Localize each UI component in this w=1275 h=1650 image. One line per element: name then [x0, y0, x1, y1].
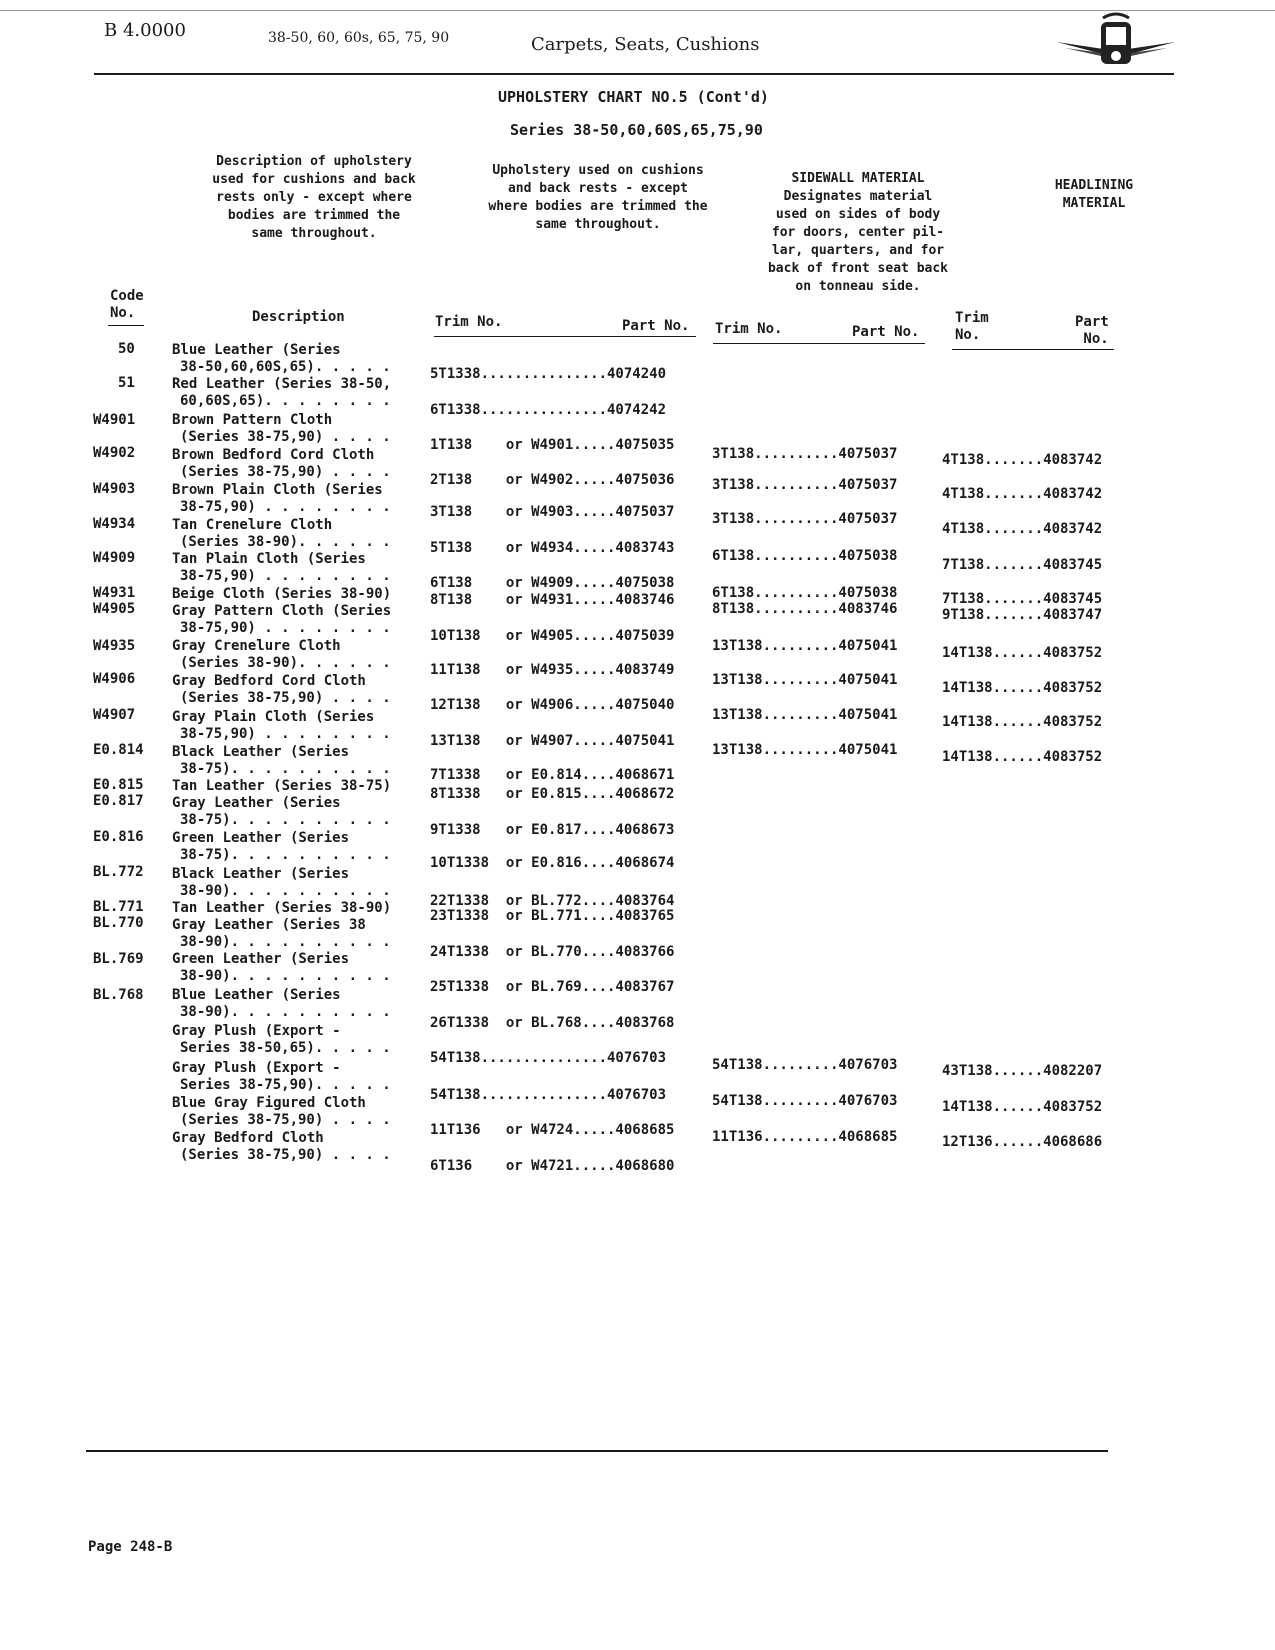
- section-code: B 4.0000: [104, 20, 186, 41]
- sidewall-trim-part-cell: 13T138.........4075041: [712, 638, 898, 654]
- description-cell: Gray Bedford Cord Cloth (Series 38-75,90) . . . .: [172, 673, 391, 706]
- description-column-header: Description of upholstery used for cushions and back rests only - except where bodies are trimmed the same throughout.: [212, 154, 416, 241]
- code-no-cell: W4931: [93, 585, 136, 601]
- upholstery-trim-part-cell: 2T138 or W4902.....4075036: [430, 472, 675, 488]
- description-cell: Tan Leather (Series 38-75): [172, 778, 392, 794]
- upholstery-trim-part-cell: 5T138 or W4934.....4083743: [430, 540, 675, 556]
- description-cell: Gray Plain Cloth (Series 38-75,90) . . . . . . . .: [172, 709, 391, 742]
- upholstery-trim-part-cell: 13T138 or W4907.....4075041: [430, 733, 675, 749]
- headlining-trim-part-cell: 4T138.......4083742: [942, 521, 1103, 537]
- sidewall-trim-part-cell: 8T138..........4083746: [712, 601, 898, 617]
- headlining-trim-part-cell: 12T136......4068686: [942, 1134, 1103, 1150]
- upholstery-trim-part-cell: 24T1338 or BL.770....4083766: [430, 944, 675, 960]
- upholstery-underline: [434, 336, 696, 337]
- code-no-cell: BL.772: [93, 864, 144, 880]
- code-no-cell: W4907: [93, 707, 136, 723]
- upholstery-trim-part-cell: 7T1338 or E0.814....4068671: [430, 767, 675, 783]
- upholstery-trim-part-cell: 10T138 or W4905.....4075039: [430, 628, 675, 644]
- headlining-trim-part-cell: 14T138......4083752: [942, 749, 1103, 765]
- chart-series: Series 38-50,60,60S,65,75,90: [510, 121, 763, 139]
- upholstery-trim-part-cell: 3T138 or W4903.....4075037: [430, 504, 675, 520]
- upholstery-trim-part-cell: 5T1338...............4074240: [430, 366, 667, 382]
- chart-title: UPHOLSTERY CHART NO.5 (Cont'd): [498, 88, 769, 106]
- description-header: Description: [252, 309, 345, 325]
- sidewall-trim-no-header: Trim No.: [715, 321, 783, 337]
- code-no-cell: W4906: [93, 671, 136, 687]
- upholstery-trim-part-cell: 9T1338 or E0.817....4068673: [430, 822, 675, 838]
- description-cell: Tan Plain Cloth (Series 38-75,90) . . . . . . . .: [172, 551, 391, 584]
- upholstery-trim-part-cell: 22T1338 or BL.772....4083764: [430, 893, 675, 909]
- description-cell: Brown Plain Cloth (Series 38-75,90) . . . . . . . .: [172, 482, 391, 515]
- upholstery-trim-part-cell: 26T1338 or BL.768....4083768: [430, 1015, 675, 1031]
- headlining-trim-part-cell: 7T138.......4083745: [942, 557, 1103, 573]
- code-no-cell: BL.770: [93, 915, 144, 931]
- headlining-column-header: HEADLINING MATERIAL: [1054, 178, 1134, 211]
- code-no-cell: BL.769: [93, 951, 144, 967]
- code-no-cell: BL.768: [93, 987, 144, 1003]
- upholstery-trim-part-cell: 25T1338 or BL.769....4083767: [430, 979, 675, 995]
- description-cell: Gray Plush (Export - Series 38-75,90). . . . .: [172, 1060, 391, 1093]
- page-number: Page 248-B: [88, 1539, 173, 1555]
- description-cell: Gray Plush (Export - Series 38-50,65). . . . .: [172, 1023, 391, 1056]
- description-cell: Beige Cloth (Series 38-90): [172, 586, 392, 602]
- description-cell: Gray Crenelure Cloth (Series 38-90). . . . . .: [172, 638, 391, 671]
- upholstery-trim-part-cell: 12T138 or W4906.....4075040: [430, 697, 675, 713]
- code-no-cell: 51: [118, 375, 135, 391]
- description-cell: Blue Leather (Series 38-90). . . . . . . . . .: [172, 987, 391, 1020]
- headlining-trim-part-cell: 4T138.......4083742: [942, 486, 1103, 502]
- upholstery-trim-part-cell: 10T1338 or E0.816....4068674: [430, 855, 675, 871]
- headlining-trim-part-cell: 14T138......4083752: [942, 680, 1103, 696]
- header-rule: [94, 73, 1174, 75]
- upholstery-trim-part-cell: 8T1338 or E0.815....4068672: [430, 786, 675, 802]
- headlining-trim-no-header: Trim No.: [955, 310, 989, 343]
- sidewall-column-header: SIDEWALL MATERIAL Designates material used on sides of body for doors, center pil- lar, quarters, and for back of front seat back on tonneau side.: [767, 171, 948, 294]
- headlining-trim-part-cell: 14T138......4083752: [942, 714, 1103, 730]
- code-no-cell: BL.771: [93, 899, 144, 915]
- code-no-underline: [108, 325, 144, 326]
- headlining-trim-part-cell: 4T138.......4083742: [942, 452, 1103, 468]
- header-top-rule: [0, 10, 1275, 11]
- code-no-cell: W4934: [93, 516, 136, 532]
- code-no-header: Code No.: [110, 288, 144, 321]
- header-series: 38-50, 60, 60s, 65, 75, 90: [268, 30, 450, 46]
- sidewall-part-no-header: Part No.: [852, 324, 920, 340]
- description-cell: Black Leather (Series 38-90). . . . . . . . . .: [172, 866, 391, 899]
- upholstery-trim-part-cell: 1T138 or W4901.....4075035: [430, 437, 675, 453]
- description-cell: Red Leather (Series 38-50, 60,60S,65). . . . . . . .: [172, 376, 392, 409]
- sidewall-trim-part-cell: 54T138.........4076703: [712, 1093, 898, 1109]
- description-cell: Gray Leather (Series 38 38-90). . . . . . . . . .: [172, 917, 391, 950]
- upholstery-trim-part-cell: 11T138 or W4935.....4083749: [430, 662, 675, 678]
- code-no-cell: E0.816: [93, 829, 144, 845]
- code-no-cell: E0.814: [93, 742, 144, 758]
- sidewall-trim-part-cell: 6T138..........4075038: [712, 585, 898, 601]
- description-cell: Brown Pattern Cloth (Series 38-75,90) . . . .: [172, 412, 391, 445]
- code-no-cell: W4901: [93, 412, 136, 428]
- sidewall-trim-part-cell: 3T138..........4075037: [712, 477, 898, 493]
- description-cell: Green Leather (Series 38-90). . . . . . . . . .: [172, 951, 391, 984]
- footer-rule: [86, 1450, 1108, 1452]
- upholstery-trim-part-cell: 54T138...............4076703: [430, 1087, 667, 1103]
- sidewall-trim-part-cell: 3T138..........4075037: [712, 511, 898, 527]
- description-cell: Blue Leather (Series 38-50,60,60S,65). . . . .: [172, 342, 391, 375]
- headlining-part-no-header: Part No.: [1075, 314, 1109, 347]
- headlining-underline: [952, 349, 1114, 350]
- description-cell: Gray Pattern Cloth (Series 38-75,90) . . . . . . . .: [172, 603, 392, 636]
- winged-crest-icon: [1055, 12, 1177, 76]
- description-cell: Brown Bedford Cord Cloth (Series 38-75,90) . . . .: [172, 447, 391, 480]
- sidewall-trim-part-cell: 13T138.........4075041: [712, 742, 898, 758]
- upholstery-trim-part-cell: 6T138 or W4909.....4075038: [430, 575, 675, 591]
- description-cell: Tan Leather (Series 38-90): [172, 900, 392, 916]
- description-cell: Gray Leather (Series 38-75). . . . . . . . . .: [172, 795, 391, 828]
- upholstery-trim-part-cell: 23T1338 or BL.771....4083765: [430, 908, 675, 924]
- sidewall-trim-part-cell: 3T138..........4075037: [712, 446, 898, 462]
- upholstery-trim-part-cell: 6T136 or W4721.....4068680: [430, 1158, 675, 1174]
- code-no-cell: E0.815: [93, 777, 144, 793]
- sidewall-underline: [713, 343, 925, 344]
- trim-no-header: Trim No.: [435, 314, 503, 330]
- code-no-cell: W4905: [93, 601, 136, 617]
- headlining-trim-part-cell: 43T138......4082207: [942, 1063, 1103, 1079]
- description-cell: Green Leather (Series 38-75). . . . . . . . . .: [172, 830, 391, 863]
- upholstery-column-header: Upholstery used on cushions and back rests - except where bodies are trimmed the same throughout.: [488, 163, 708, 232]
- sidewall-trim-part-cell: 6T138..........4075038: [712, 548, 898, 564]
- sidewall-trim-part-cell: 54T138.........4076703: [712, 1057, 898, 1073]
- description-cell: Gray Bedford Cloth (Series 38-75,90) . . . .: [172, 1130, 391, 1163]
- headlining-trim-part-cell: 14T138......4083752: [942, 645, 1103, 661]
- headlining-trim-part-cell: 9T138.......4083747: [942, 607, 1103, 623]
- code-no-cell: W4902: [93, 445, 136, 461]
- upholstery-trim-part-cell: 8T138 or W4931.....4083746: [430, 592, 675, 608]
- sidewall-trim-part-cell: 13T138.........4075041: [712, 672, 898, 688]
- code-no-cell: E0.817: [93, 793, 144, 809]
- sidewall-trim-part-cell: 13T138.........4075041: [712, 707, 898, 723]
- sidewall-trim-part-cell: 11T136.........4068685: [712, 1129, 898, 1145]
- code-no-cell: W4935: [93, 638, 136, 654]
- headlining-trim-part-cell: 7T138.......4083745: [942, 591, 1103, 607]
- code-no-cell: W4903: [93, 481, 136, 497]
- header-subject: Carpets, Seats, Cushions: [531, 34, 760, 55]
- description-cell: Tan Crenelure Cloth (Series 38-90). . . . . .: [172, 517, 391, 550]
- headlining-trim-part-cell: 14T138......4083752: [942, 1099, 1103, 1115]
- code-no-cell: W4909: [93, 550, 136, 566]
- description-cell: Black Leather (Series 38-75). . . . . . . . . .: [172, 744, 391, 777]
- code-no-cell: 50: [118, 341, 135, 357]
- part-no-header: Part No.: [622, 318, 690, 334]
- upholstery-trim-part-cell: 11T136 or W4724.....4068685: [430, 1122, 675, 1138]
- description-cell: Blue Gray Figured Cloth (Series 38-75,90) . . . .: [172, 1095, 391, 1128]
- upholstery-trim-part-cell: 6T1338...............4074242: [430, 402, 667, 418]
- upholstery-trim-part-cell: 54T138...............4076703: [430, 1050, 667, 1066]
